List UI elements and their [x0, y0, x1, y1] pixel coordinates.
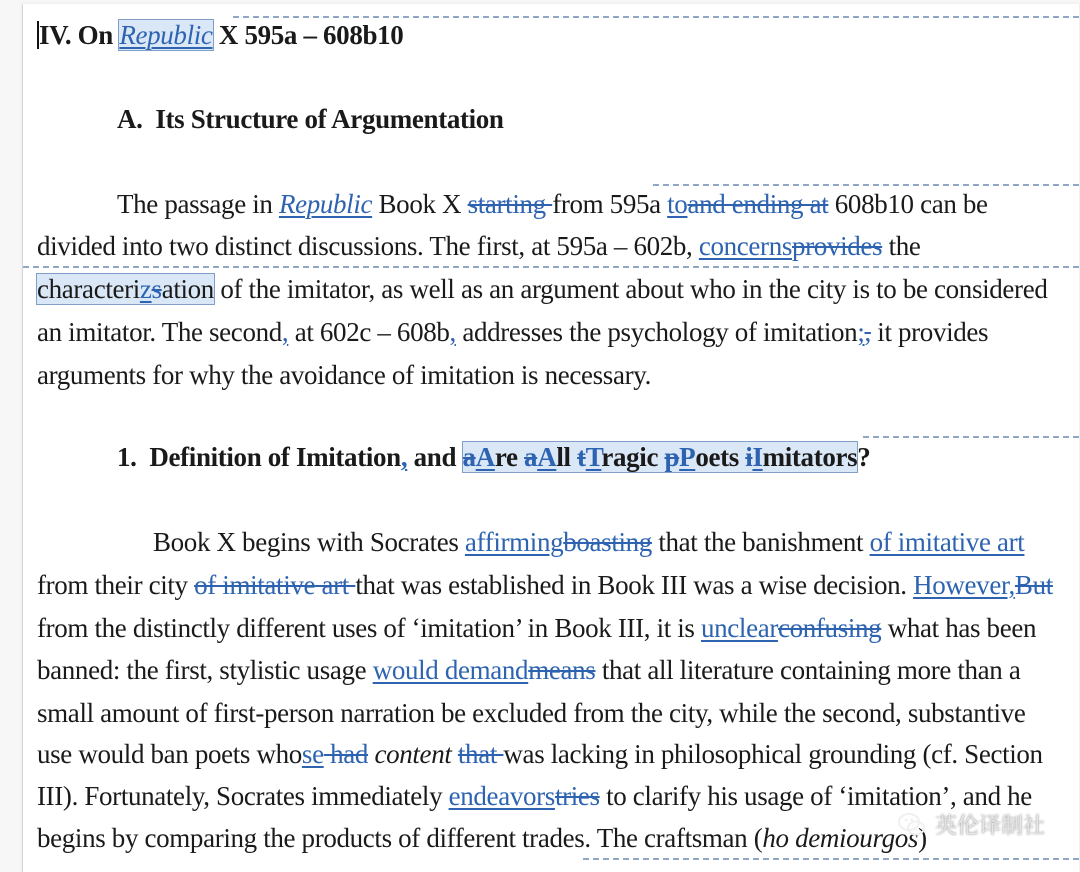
section-heading[interactable]: IV. On Republic X 595a – 608b10: [39, 20, 404, 50]
insertion[interactable]: endeavors: [448, 781, 555, 811]
comment-anchor[interactable]: Republic: [119, 20, 213, 50]
watermark: [897, 809, 1045, 840]
insertion[interactable]: A: [537, 442, 557, 472]
insertion[interactable]: ,: [400, 442, 408, 472]
insertion[interactable]: A: [475, 442, 495, 472]
comment-anchor[interactable]: aAre aAll tTragic pPoets iImitators: [462, 442, 858, 472]
wechat-icon: [897, 810, 927, 840]
deletion[interactable]: of imitative art: [194, 570, 356, 600]
deletion[interactable]: boasting: [563, 527, 652, 557]
deletion[interactable]: But: [1014, 570, 1053, 600]
insertion[interactable]: unclear: [700, 613, 778, 643]
deletion[interactable]: means: [528, 655, 596, 685]
comment-anchor[interactable]: characterizsation: [37, 274, 214, 304]
text-line: an imitator. The second, at 602c – 608b, addresses the psychology of imitation;, it provides: [37, 317, 989, 347]
text-line: Book X begins with Socrates affirmingboasting that the banishment of imitative art: [153, 527, 1025, 557]
deletion[interactable]: p: [664, 442, 680, 472]
text-line: III). Fortunately, Socrates immediately endeavorstries to clarify his usage of ‘imitation’, and he: [37, 781, 1032, 811]
deletion[interactable]: t: [577, 442, 586, 472]
deletion[interactable]: had: [323, 739, 369, 769]
insertion[interactable]: affirming: [464, 527, 564, 557]
text-line: use would ban poets whose had content that was lacking in philosophical grounding (cf. Section: [37, 739, 1043, 769]
text-line: arguments for why the avoidance of imitation is necessary.: [37, 360, 652, 390]
text-line: banned: the first, stylistic usage would demandmeans that all literature containing more than a: [37, 655, 1021, 685]
text-line: begins by comparing the products of different trades. The craftsman (ho demiourgos): [37, 823, 927, 853]
deletion[interactable]: tries: [554, 781, 600, 811]
insertion[interactable]: ,: [281, 317, 289, 347]
text-line: divided into two distinct discussions. The first, at 595a – 602b, concernsprovides the: [37, 231, 921, 261]
insertion[interactable]: I: [752, 442, 763, 472]
text-line: from their city of imitative art that was established in Book III was a wise decision. However,But: [37, 570, 1053, 600]
text-line: characterizsation of the imitator, as well as an argument about who in the city is to be considered: [37, 274, 1048, 304]
text-line: small amount of first-person narration be excluded from the city, while the second, substantive: [37, 698, 1026, 728]
insertion[interactable]: T: [585, 442, 602, 472]
deletion[interactable]: starting: [467, 189, 553, 219]
watermark-text: 英伦译制社: [934, 814, 1045, 839]
deletion[interactable]: that: [457, 739, 504, 769]
insertion[interactable]: ;: [857, 317, 865, 347]
deletion[interactable]: confusing: [777, 613, 882, 643]
insertion[interactable]: of imitative art: [869, 527, 1025, 557]
deletion[interactable]: provides: [792, 231, 883, 261]
deletion[interactable]: i: [745, 442, 753, 472]
deletion[interactable]: a: [524, 442, 538, 472]
document-body[interactable]: [37, 4, 1065, 872]
deletion[interactable]: a: [462, 442, 476, 472]
deletion[interactable]: s: [151, 274, 162, 304]
document-page: [22, 4, 1079, 872]
insertion[interactable]: ,: [449, 317, 456, 347]
text-line: The passage in Republic Book X starting from 595a toand ending at 608b10 can be: [117, 189, 988, 219]
insertion[interactable]: Republic: [278, 189, 373, 219]
insertion[interactable]: se: [301, 739, 324, 769]
insertion[interactable]: concerns: [698, 231, 793, 261]
text-line: from the distinctly different uses of ‘imitation’ in Book III, it is unclearconfusing what has been: [37, 613, 1037, 643]
insertion[interactable]: However,: [913, 570, 1015, 600]
deletion[interactable]: ,: [864, 317, 871, 347]
insertion[interactable]: P: [679, 442, 696, 472]
insertion[interactable]: to: [667, 189, 688, 219]
insertion[interactable]: z: [139, 274, 152, 304]
subheading: A. Its Structure of Argumentation: [117, 104, 504, 134]
insertion[interactable]: would demand: [372, 655, 529, 685]
section-title: 1. Definition of Imitation, and aAre aAll tTragic pPoets iImitators?: [117, 442, 871, 472]
deletion[interactable]: and ending at: [687, 189, 829, 219]
